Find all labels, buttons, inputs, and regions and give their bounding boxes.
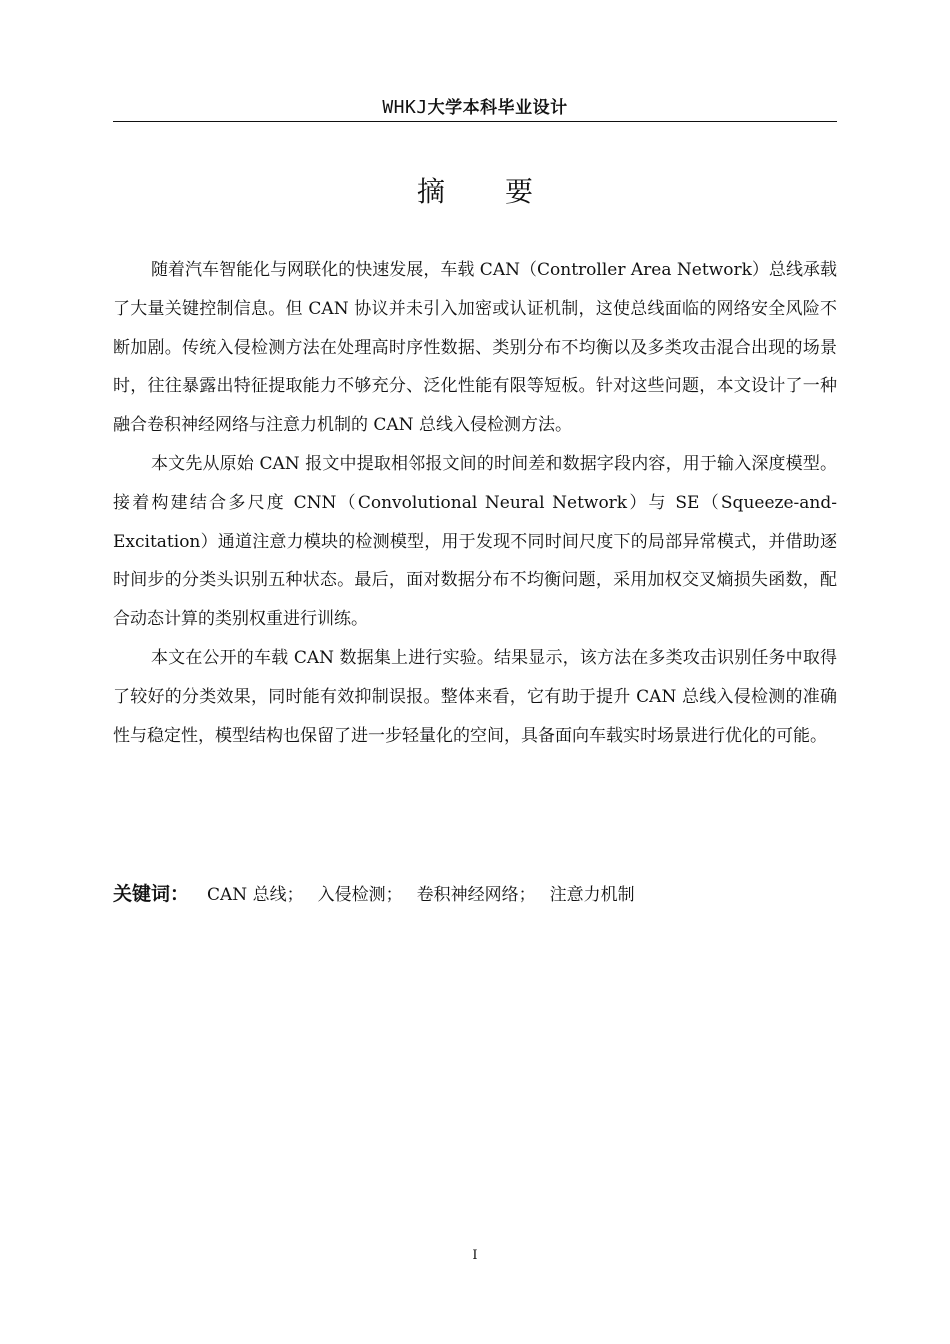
abstract-body xyxy=(113,251,837,755)
abstract-title: 摘要 xyxy=(416,175,593,208)
abstract-paragraph: 本文先从原始 CAN 报文中提取相邻报文间的时间差和数据字段内容，用于输入深度模型。接着构建结合多尺度 CNN（Convolutional Neural Network）与 SE（Squeeze-and-Excitation）通道注意力模块的检测模型，用于发现不同时间尺度下的局部异常模式，并借助逐时间步的分类头识别五种状态。最后，面对数据分布不均衡问题，采用加权交叉熵损失函数，配合动态计算的类别权重进行训练。 xyxy=(113,453,837,630)
keywords-label: 关键词： xyxy=(113,883,190,905)
keywords-line xyxy=(113,876,837,913)
keyword-item: 入侵检测； xyxy=(317,885,403,905)
page-number: I xyxy=(472,1248,478,1263)
header-prefix: WHKJ xyxy=(382,97,428,118)
running-header xyxy=(113,95,837,120)
abstract-paragraph: 本文在公开的车载 CAN 数据集上进行实验。结果显示，该方法在多类攻击识别任务中取得了较好的分类效果，同时能有效抑制误报。整体来看，它有助于提升 CAN 总线入侵检测的准确性与稳定性，模型结构也保留了进一步轻量化的空间，具备面向车载实时场景进行优化的可能。 xyxy=(113,647,837,746)
keyword-item: 卷积神经网络； xyxy=(416,885,536,905)
abstract-paragraph: 随着汽车智能化与网联化的快速发展，车载 CAN（Controller Area Network）总线承载了大量关键控制信息。但 CAN 协议并未引入加密或认证机制，这使总线面临的网络安全风险不断加剧。传统入侵检测方法在处理高时序性数据、类别分布不均衡以及多类攻击混合出现的场景时，往往暴露出特征提取能力不够充分、泛化性能有限等短板。针对这些问题，本文设计了一种融合卷积神经网络与注意力机制的 CAN 总线入侵检测方法。 xyxy=(113,260,837,436)
keyword-item: 注意力机制 xyxy=(549,885,635,905)
header-rule xyxy=(113,121,837,122)
header-title: 大学本科毕业设计 xyxy=(427,98,568,118)
keyword-item: CAN 总线； xyxy=(207,885,304,905)
